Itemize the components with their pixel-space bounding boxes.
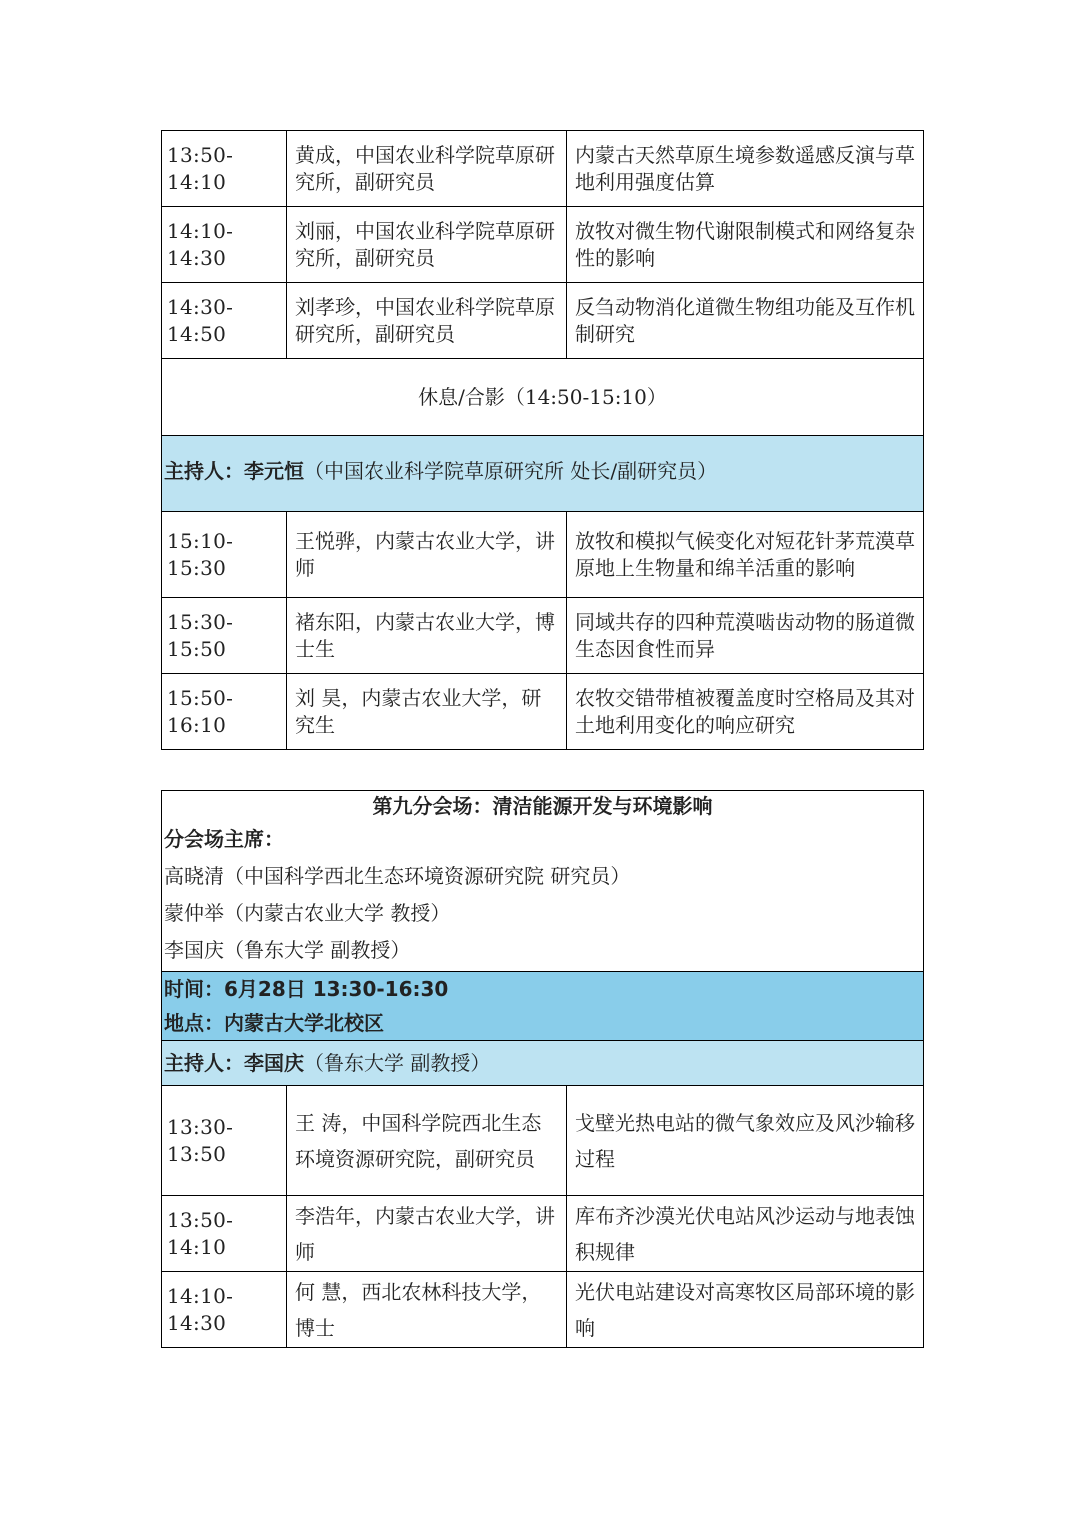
session-b-table [161, 790, 924, 1348]
chair-item: 高晓清（中国科学西北生态环境资源研究院 研究员） [164, 864, 631, 888]
speaker-cell: 刘 昊，内蒙古农业大学，研究生 [287, 674, 567, 750]
host-label: 主持人：李元恒 [164, 459, 304, 483]
host-cell [162, 1041, 924, 1086]
time-cell: 13:50-14:10 [162, 1196, 287, 1272]
time-cell: 15:30-15:50 [162, 598, 287, 674]
table-row [162, 598, 924, 674]
time-cell: 15:10-15:30 [162, 512, 287, 598]
topic-cell: 库布齐沙漠光伏电站风沙运动与地表蚀积规律 [567, 1196, 924, 1272]
session-title: 第九分会场：清洁能源开发与环境影响 [372, 794, 713, 818]
topic-cell: 光伏电站建设对高寒牧区局部环境的影响 [567, 1272, 924, 1348]
topic-cell: 农牧交错带植被覆盖度时空格局及其对土地利用变化的响应研究 [567, 674, 924, 750]
topic-cell: 反刍动物消化道微生物组功能及互作机制研究 [567, 283, 924, 359]
time-cell: 14:30-14:50 [162, 283, 287, 359]
session-time: 时间：6月28日 13:30-16:30 [164, 977, 449, 1001]
break-row [162, 359, 924, 436]
chair-item: 李国庆（鲁东大学 副教授） [164, 938, 411, 962]
table-row [162, 1272, 924, 1348]
time-cell: 13:30-13:50 [162, 1086, 287, 1196]
time-cell: 14:10-14:30 [162, 1272, 287, 1348]
table-row [162, 283, 924, 359]
speaker-cell: 王悦骅，内蒙古农业大学，讲师 [287, 512, 567, 598]
table-row [162, 512, 924, 598]
table-row [162, 207, 924, 283]
table-row [162, 674, 924, 750]
speaker-cell: 何 慧，西北农林科技大学，博士 [287, 1272, 567, 1348]
host-label: 主持人：李国庆 [164, 1050, 304, 1075]
topic-cell: 放牧和模拟气候变化对短花针茅荒漠草原地上生物量和绵羊活重的影响 [567, 512, 924, 598]
topic-cell: 放牧对微生物代谢限制模式和网络复杂性的影响 [567, 207, 924, 283]
speaker-cell: 刘孝珍，中国农业科学院草原研究所，副研究员 [287, 283, 567, 359]
topic-cell: 戈壁光热电站的微气象效应及风沙输移过程 [567, 1086, 924, 1196]
chair-label: 分会场主席： [164, 827, 284, 851]
session-place: 地点：内蒙古大学北校区 [164, 1011, 384, 1035]
time-cell: 14:10-14:30 [162, 207, 287, 283]
session-header-row [162, 791, 924, 972]
chair-item: 蒙仲举（内蒙古农业大学 教授） [164, 901, 451, 925]
speaker-cell: 李浩年，内蒙古农业大学，讲师 [287, 1196, 567, 1272]
host-row [162, 436, 924, 512]
topic-cell: 内蒙古天然草原生境参数遥感反演与草地利用强度估算 [567, 131, 924, 207]
table-row [162, 1086, 924, 1196]
speaker-cell: 褚东阳，内蒙古农业大学，博士生 [287, 598, 567, 674]
table-row [162, 131, 924, 207]
speaker-cell: 王 涛，中国科学院西北生态环境资源研究院，副研究员 [287, 1086, 567, 1196]
speaker-cell: 黄成，中国农业科学院草原研究所，副研究员 [287, 131, 567, 207]
time-cell: 13:50-14:10 [162, 131, 287, 207]
host-detail: （中国农业科学院草原研究所 处长/副研究员） [304, 459, 718, 483]
table-row [162, 1196, 924, 1272]
time-place-cell [162, 972, 924, 1041]
topic-cell: 同域共存的四种荒漠啮齿动物的肠道微生态因食性而异 [567, 598, 924, 674]
time-place-row [162, 972, 924, 1041]
host-cell [162, 436, 924, 512]
session-header-cell [162, 791, 924, 972]
host-detail: （鲁东大学 副教授） [304, 1050, 491, 1075]
time-cell: 15:50-16:10 [162, 674, 287, 750]
break-text: 休息/合影（14:50-15:10） [162, 359, 924, 436]
speaker-cell: 刘丽，中国农业科学院草原研究所，副研究员 [287, 207, 567, 283]
host-row [162, 1041, 924, 1086]
session-a-table [161, 130, 924, 750]
